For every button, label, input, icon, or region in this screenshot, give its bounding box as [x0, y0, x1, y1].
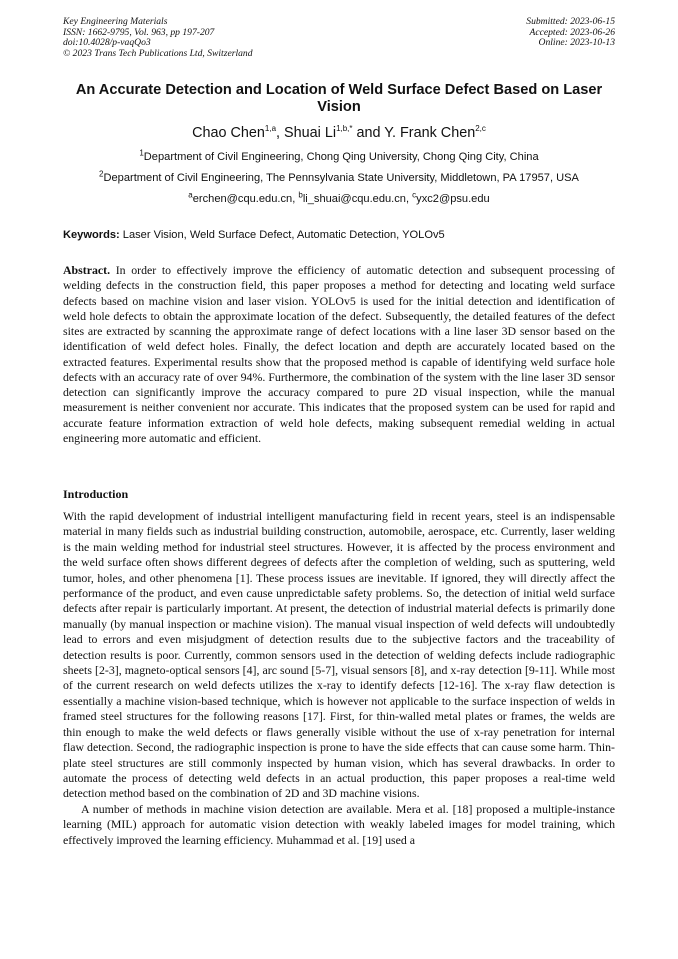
affiliation-mark: 1	[139, 148, 144, 158]
abstract-text: In order to effectively improve the efficiency of automatic detection and subsequent processing of welding defects in the construction field, this paper proposes a method for detecting and locating weld surface defects based on machine vision and laser vision. YOLOv5 is used for the initial detection and identification of weld hole defects to obtain the approximate location of the defect. Subsequently, the detailed features of the defect sites are extracted by scanning the approximate range of defect locations with a line laser 3D sensor based on the identification of weld defect holes. Finally, the defect location and depth are accurately located based on the extracted features. Experimental results show that the proposed method is capable of identifying weld surface hole defects with an accuracy rate of over 94%. Furthermore, the combination of the system with the line laser 3D sensor detection can significantly improve the accuracy compared to pure 2D visual inspection, while the manual measurement is neither convenient nor accurate. This indicates that the proposed system can be used for rapid and accurate feature information extraction of weld hole defects, making subsequent remedial welding in actual engineering more automatic and efficient.	[63, 263, 615, 445]
journal-issn: ISSN: 1662-9795, Vol. 963, pp 197-207	[63, 26, 215, 38]
affiliation-text: Department of Civil Engineering, Chong Qing University, Chong Qing City, China	[143, 151, 539, 163]
affiliation-text: Department of Civil Engineering, The Pennsylvania State University, Middletown, PA 17957, USA	[103, 172, 579, 184]
email-address: erchen@cqu.edu.cn,	[192, 193, 299, 205]
author-emails	[40, 190, 638, 206]
email-mark: b	[298, 190, 303, 200]
accepted-date: Accepted: 2023-06-26	[529, 26, 615, 38]
email-mark: c	[412, 190, 417, 200]
introduction-body	[63, 509, 615, 848]
paper-title: An Accurate Detection and Location of Weld Surface Defect Based on Laser Vision	[75, 82, 603, 115]
journal-copyright: © 2023 Trans Tech Publications Ltd, Switzerland	[63, 47, 253, 59]
author-separator: ,	[276, 125, 285, 141]
author-name: Chao Chen	[192, 125, 265, 141]
affiliation-1	[40, 148, 638, 164]
author-affiliation-mark: 1,b,*	[336, 124, 353, 134]
online-date: Online: 2023-10-13	[538, 37, 615, 49]
keywords-label: Keywords:	[63, 229, 120, 241]
paragraph: A number of methods in machine vision detection are available. Mera et al. [18] proposed a multiple-instance learning (MIL) approach for automatic vision detection with weakly labeled images for model training, which effectively improved the learning efficiency. Muhammad et al. [19] used a	[63, 801, 615, 847]
affiliation-mark: 2	[99, 169, 104, 179]
author-affiliation-mark: 2,c	[475, 124, 486, 134]
journal-info	[63, 17, 253, 59]
affiliation-2	[40, 169, 638, 185]
email-address: yxc2@psu.edu	[416, 193, 490, 205]
keywords-text: Laser Vision, Weld Surface Defect, Automatic Detection, YOLOv5	[119, 229, 445, 241]
paragraph: With the rapid development of industrial intelligent manufacturing field in recent years, steel is an indispensable material in many fields such as industrial building construction, automobile, aerospace, etc. Currently, laser welding is the main welding method for industrial steel structures. However, it is affected by the process environment and the weld surface often shows different degrees of defects after the completion of welding, such as sputtering, weld tumor, holes, and other phenomena [1]. These process issues are inevitable. If ignored, they will directly affect the performance of the product, and even cause unpredictable safety problems. So, the detection of initial weld surface defects after repair is particularly important. At present, the detection of industrial material defects is primarily done manually (by manual inspection or machine vision). The manual visual inspection of weld defects will undoubtedly lead to errors and even misjudgment of detection results due to the subjective factors and the traceability of detection results is poor. Currently, common sensors used in the detection of welding defects include radiographic sheets [2-3], magneto-optical sensors [4], arc sound [5-7], visual sensors [8], and x-ray detection [9-11]. While most of the current research on weld defects utilizes the x-ray to identify defects [12-16]. The x-ray flaw detection is essentially a machine vision-based technique, which is however not applicable to the surface inspection of welds in framed steel structures for the following reasons [17]. First, for thin-walled metal plates or frames, the welds are thin enough to make the weld defects or flaws generally visible without the use of x-ray penetration for internal flaw detection. Second, the radiographic inspection is prone to have the side effects that can cause some harm. Thin-plate steel structures are still commonly inspected by human vision, which has several drawbacks. In order to automate the process of detecting weld defects in an actual production, this paper proposes a real-time weld detection method based on the combination of 2D and 3D machine visions.	[63, 509, 615, 801]
author-name: Shuai Li	[284, 125, 337, 141]
journal-name: Key Engineering Materials	[63, 16, 168, 27]
author-list	[60, 124, 618, 142]
keywords	[63, 229, 445, 242]
email-address: li_shuai@cqu.edu.cn,	[302, 193, 413, 205]
author-affiliation-mark: 1,a	[264, 124, 277, 134]
author-separator: and	[352, 125, 385, 141]
section-heading-introduction: Introduction	[63, 487, 129, 501]
author-name: Y. Frank Chen	[384, 125, 476, 141]
email-mark: a	[188, 190, 193, 200]
submission-dates	[526, 17, 615, 49]
abstract	[63, 263, 615, 446]
journal-doi: doi:10.4028/p-vaqQo3	[63, 37, 151, 49]
submitted-date: Submitted: 2023-06-15	[526, 16, 615, 27]
abstract-label: Abstract.	[63, 263, 111, 277]
